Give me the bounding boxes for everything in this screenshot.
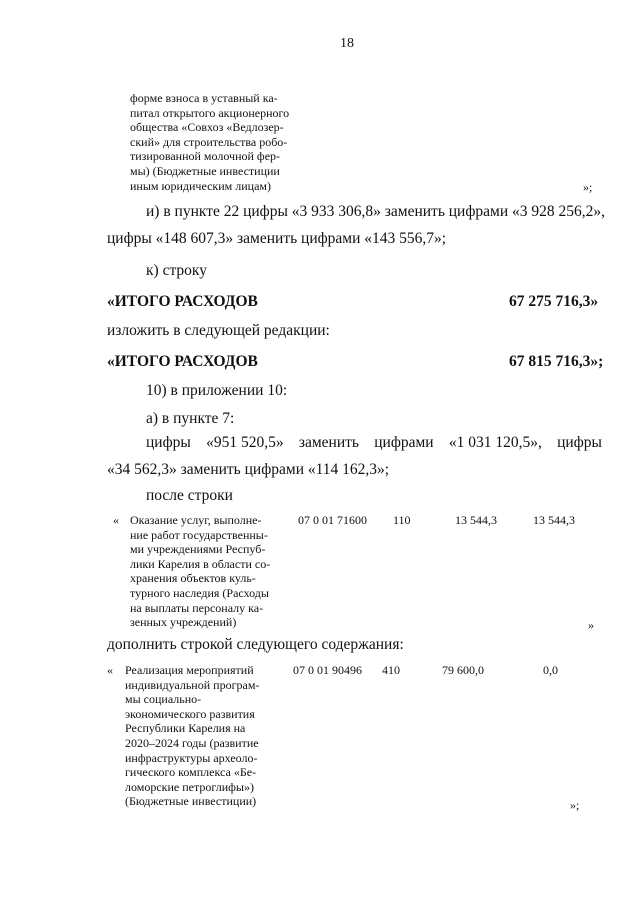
page-number: 18 bbox=[340, 36, 354, 51]
row1-desc-line: ми учреждениями Респуб- bbox=[130, 542, 266, 557]
row1-desc-line: зенных учреждений) bbox=[130, 615, 237, 630]
row2-desc-line: инфраструктуры археоло- bbox=[125, 750, 258, 765]
para-10: 10) в приложении 10: bbox=[146, 382, 288, 399]
row1-type: 110 bbox=[393, 513, 411, 527]
row2-desc-line: 2020–2024 годы (развитие bbox=[125, 735, 259, 750]
fragment-line: питал открытого акционерного bbox=[130, 105, 290, 120]
para-digits-line1 bbox=[146, 434, 602, 452]
after-row-text: после строки bbox=[146, 487, 233, 504]
row2-sum1: 79 600,0 bbox=[442, 663, 484, 677]
row2-desc-line: мы социально- bbox=[125, 692, 202, 707]
fragment-line: мы) (Бюджетные инвестиции bbox=[130, 163, 280, 178]
row2-open-quote: « bbox=[107, 663, 113, 677]
row1-desc-line: лики Карелия в области со- bbox=[130, 556, 271, 571]
row2-desc-line: Реализация мероприятий bbox=[125, 663, 254, 677]
row2-close-quote: »; bbox=[570, 798, 580, 812]
word: цифрами bbox=[374, 434, 434, 451]
top-fragment-text bbox=[130, 91, 289, 193]
total-old-label: «ИТОГО РАСХОДОВ bbox=[107, 293, 258, 310]
total-new-label: «ИТОГО РАСХОДОВ bbox=[107, 353, 258, 370]
row2-desc-line: экономического развития bbox=[125, 706, 255, 721]
restate-text: изложить в следующей редакции: bbox=[107, 322, 330, 339]
row1-sum2: 13 544,3 bbox=[533, 513, 575, 527]
row1-desc-line: ние работ государственны- bbox=[130, 527, 268, 542]
para-digits-line2: «34 562,3» заменить цифрами «114 162,3»; bbox=[107, 461, 390, 478]
row1-desc-line: Оказание услуг, выполне- bbox=[130, 513, 262, 527]
row2-desc-line: гического комплекса «Бе- bbox=[125, 765, 257, 780]
row2-desc-line: Республики Карелия на bbox=[125, 721, 246, 736]
word: цифры bbox=[146, 434, 191, 451]
word: цифры bbox=[557, 434, 602, 451]
fragment-line: общества «Совхоз «Ведлозер- bbox=[130, 120, 284, 135]
row1-close-quote: » bbox=[588, 618, 594, 632]
word: «951 520,5» bbox=[206, 434, 284, 451]
fragment-line: ский» для строительства робо- bbox=[130, 134, 288, 149]
row1-code: 07 0 01 71600 bbox=[298, 513, 367, 527]
total-old-value: 67 275 716,3» bbox=[509, 293, 599, 310]
fragment-line: форме взноса в уставный ка- bbox=[130, 91, 278, 105]
para-i-text: и) в пункте 22 цифры «3 933 306,8» заменить цифрами «3 928 256,2», bbox=[146, 203, 606, 220]
row1-desc-line: на выплаты персоналу ка- bbox=[130, 600, 264, 615]
fragment-line: тизированной молочной фер- bbox=[130, 149, 281, 164]
row2-description bbox=[125, 663, 259, 809]
fragment-closing-quote: »; bbox=[583, 180, 593, 194]
word: заменить bbox=[298, 434, 359, 451]
word: «1 031 120,5», bbox=[448, 434, 542, 451]
row2-sum2: 0,0 bbox=[543, 663, 558, 677]
row2-type: 410 bbox=[382, 663, 400, 677]
add-line-text: дополнить строкой следующего содержания: bbox=[107, 636, 404, 653]
row2-desc-line: ломорские петроглифы») bbox=[125, 779, 254, 794]
row1-description bbox=[130, 513, 270, 630]
para-i-line1 bbox=[146, 203, 606, 221]
para-i-line2: цифры «148 607,3» заменить цифрами «143 556,7»; bbox=[107, 230, 447, 247]
para-k: к) строку bbox=[146, 262, 207, 279]
row2-code: 07 0 01 90496 bbox=[293, 663, 362, 677]
row1-open-quote: « bbox=[113, 513, 119, 527]
fragment-line: иным юридическим лицам) bbox=[130, 178, 271, 193]
total-new-value: 67 815 716,3»; bbox=[509, 353, 604, 370]
para-a: а) в пункте 7: bbox=[146, 410, 235, 427]
row1-desc-line: хранения объектов куль- bbox=[130, 571, 256, 586]
row2-desc-line: индивидуальной програм- bbox=[125, 677, 260, 692]
row1-sum1: 13 544,3 bbox=[455, 513, 497, 527]
row1-desc-line: турного наследия (Расходы bbox=[130, 585, 269, 600]
row2-desc-line: (Бюджетные инвестиции) bbox=[125, 794, 257, 809]
